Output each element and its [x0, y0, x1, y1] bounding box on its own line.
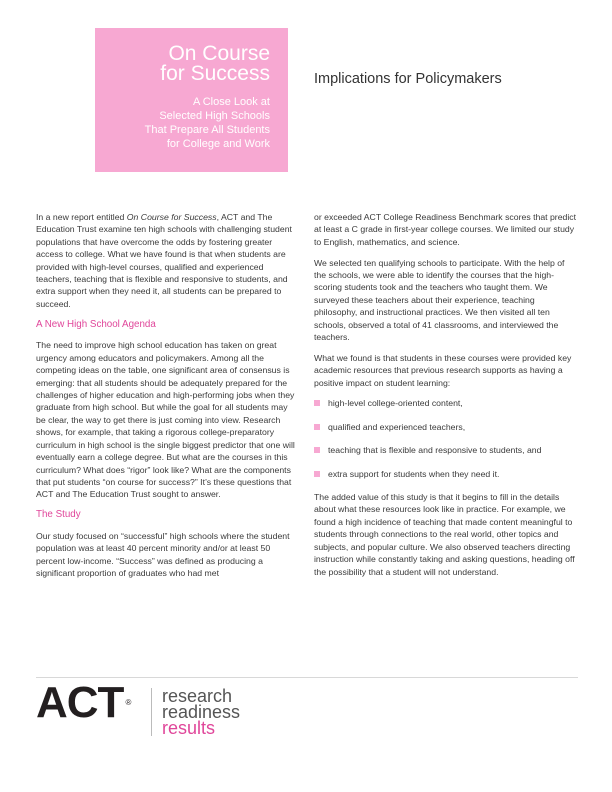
intro-text: , ACT and The Education Trust examine ten high schools with challenging student populations that have overcome the odds by fostering greater access to college. What we have found is that when students are provided with high-level courses, qualified and experienced teachers, teaching that is flexible and responsive to students, and extra support when they need it, all students can be prepared to succeed.: [36, 212, 292, 309]
list-item: [314, 444, 578, 456]
report-title-line: On Course: [168, 42, 270, 65]
study-paragraph: Our study focused on “successful” high schools where the student population was at least 40 percent minority and/or at least 50 percent low-income. “Success” was defined as producing a significant proportion of graduates who had met: [36, 530, 290, 579]
report-title: [90, 44, 270, 84]
report-title-line: for Success: [160, 62, 270, 85]
tagline-line: research: [162, 686, 233, 706]
report-subtitle: [90, 95, 270, 151]
list-item: [314, 421, 578, 433]
act-logo: [36, 678, 132, 727]
intro-text: In a new report entitled: [36, 212, 127, 222]
section-heading-agenda: A New High School Agenda: [36, 318, 156, 330]
square-bullet-icon: [314, 471, 320, 477]
paragraph: We selected ten qualifying schools to participate. With the help of the schools, we were able to identify the courses that the high-scoring students took and the teachers who taught them. We surveyed these teachers about their experience, teaching philosophy, and instructional practices. We then visited all ten schools, observed a total of 41 classrooms, and interviewed the teachers.: [314, 257, 565, 343]
list-item-text: high-level college-oriented content,: [328, 398, 463, 409]
tagline-line-accent: results: [162, 718, 216, 738]
tagline: [162, 688, 240, 736]
left-column: [36, 211, 298, 588]
report-subtitle-line: for College and Work: [166, 138, 270, 150]
list-item: [314, 397, 578, 409]
paragraph: or exceeded ACT College Readiness Benchmark scores that predict at least a C grade in first-year college courses. We limited our study to English, mathematics, and science.: [314, 212, 577, 247]
square-bullet-icon: [314, 447, 320, 453]
logo-divider: [151, 688, 152, 736]
section-heading-study: The Study: [36, 509, 81, 521]
act-logo-text: ACT: [36, 678, 124, 727]
square-bullet-icon: [314, 424, 320, 430]
list-item-text: teaching that is flexible and responsive to students, and: [328, 445, 542, 456]
square-bullet-icon: [314, 400, 320, 406]
list-item-text: qualified and experienced teachers,: [328, 421, 466, 432]
page-heading: Implications for Policymakers: [314, 71, 502, 87]
report-title-italic: On Course for Success: [126, 212, 217, 222]
intro-paragraph: [36, 211, 298, 310]
right-column: [314, 211, 578, 586]
agenda-paragraph: The need to improve high school education has taken on great urgency among educators and policymakers. Among all the competing ideas on the table, one significant area of consensus is emerging: that all students should be adequately prepared for the challenges of higher education and high-performing jobs when they graduate from high school. But while the goal for all students may be clear, the way to get there is just coming into view. Research shows, for example, that taking a rigorous college-preparatory curriculum in high school is the single biggest predictor that one will eventually earn a college degree. But what are the courses in this curriculum? What does “rigor” look like? What are the components that put students “on course for success?” It’s these questions that ACT and The Education Trust sought to answer.: [36, 340, 295, 500]
report-subtitle-line: A Close Look at: [192, 96, 270, 108]
tagline-line: readiness: [162, 702, 241, 722]
report-subtitle-line: That Prepare All Students: [144, 124, 270, 136]
paragraph: The added value of this study is that it begins to fill in the details about what these resources look like in practice. For example, we found a high incidence of teaching that made content meaningful to students through connections to the real world, other topics and subjects, and popular culture. We also observed teachers directing instruction while constantly taking and asking questions, heading off the possibility that a student will not understand.: [314, 492, 575, 577]
list-item-text: extra support for students when they need it.: [328, 468, 500, 479]
paragraph: What we found is that students in these courses were provided key academic resources that previous research supports as having a positive impact on student learning:: [314, 352, 572, 388]
report-subtitle-line: Selected High Schools: [159, 110, 270, 122]
resource-list: [314, 397, 578, 480]
list-item: [314, 468, 578, 480]
registered-mark: ®: [125, 698, 132, 707]
title-box: [95, 28, 288, 172]
